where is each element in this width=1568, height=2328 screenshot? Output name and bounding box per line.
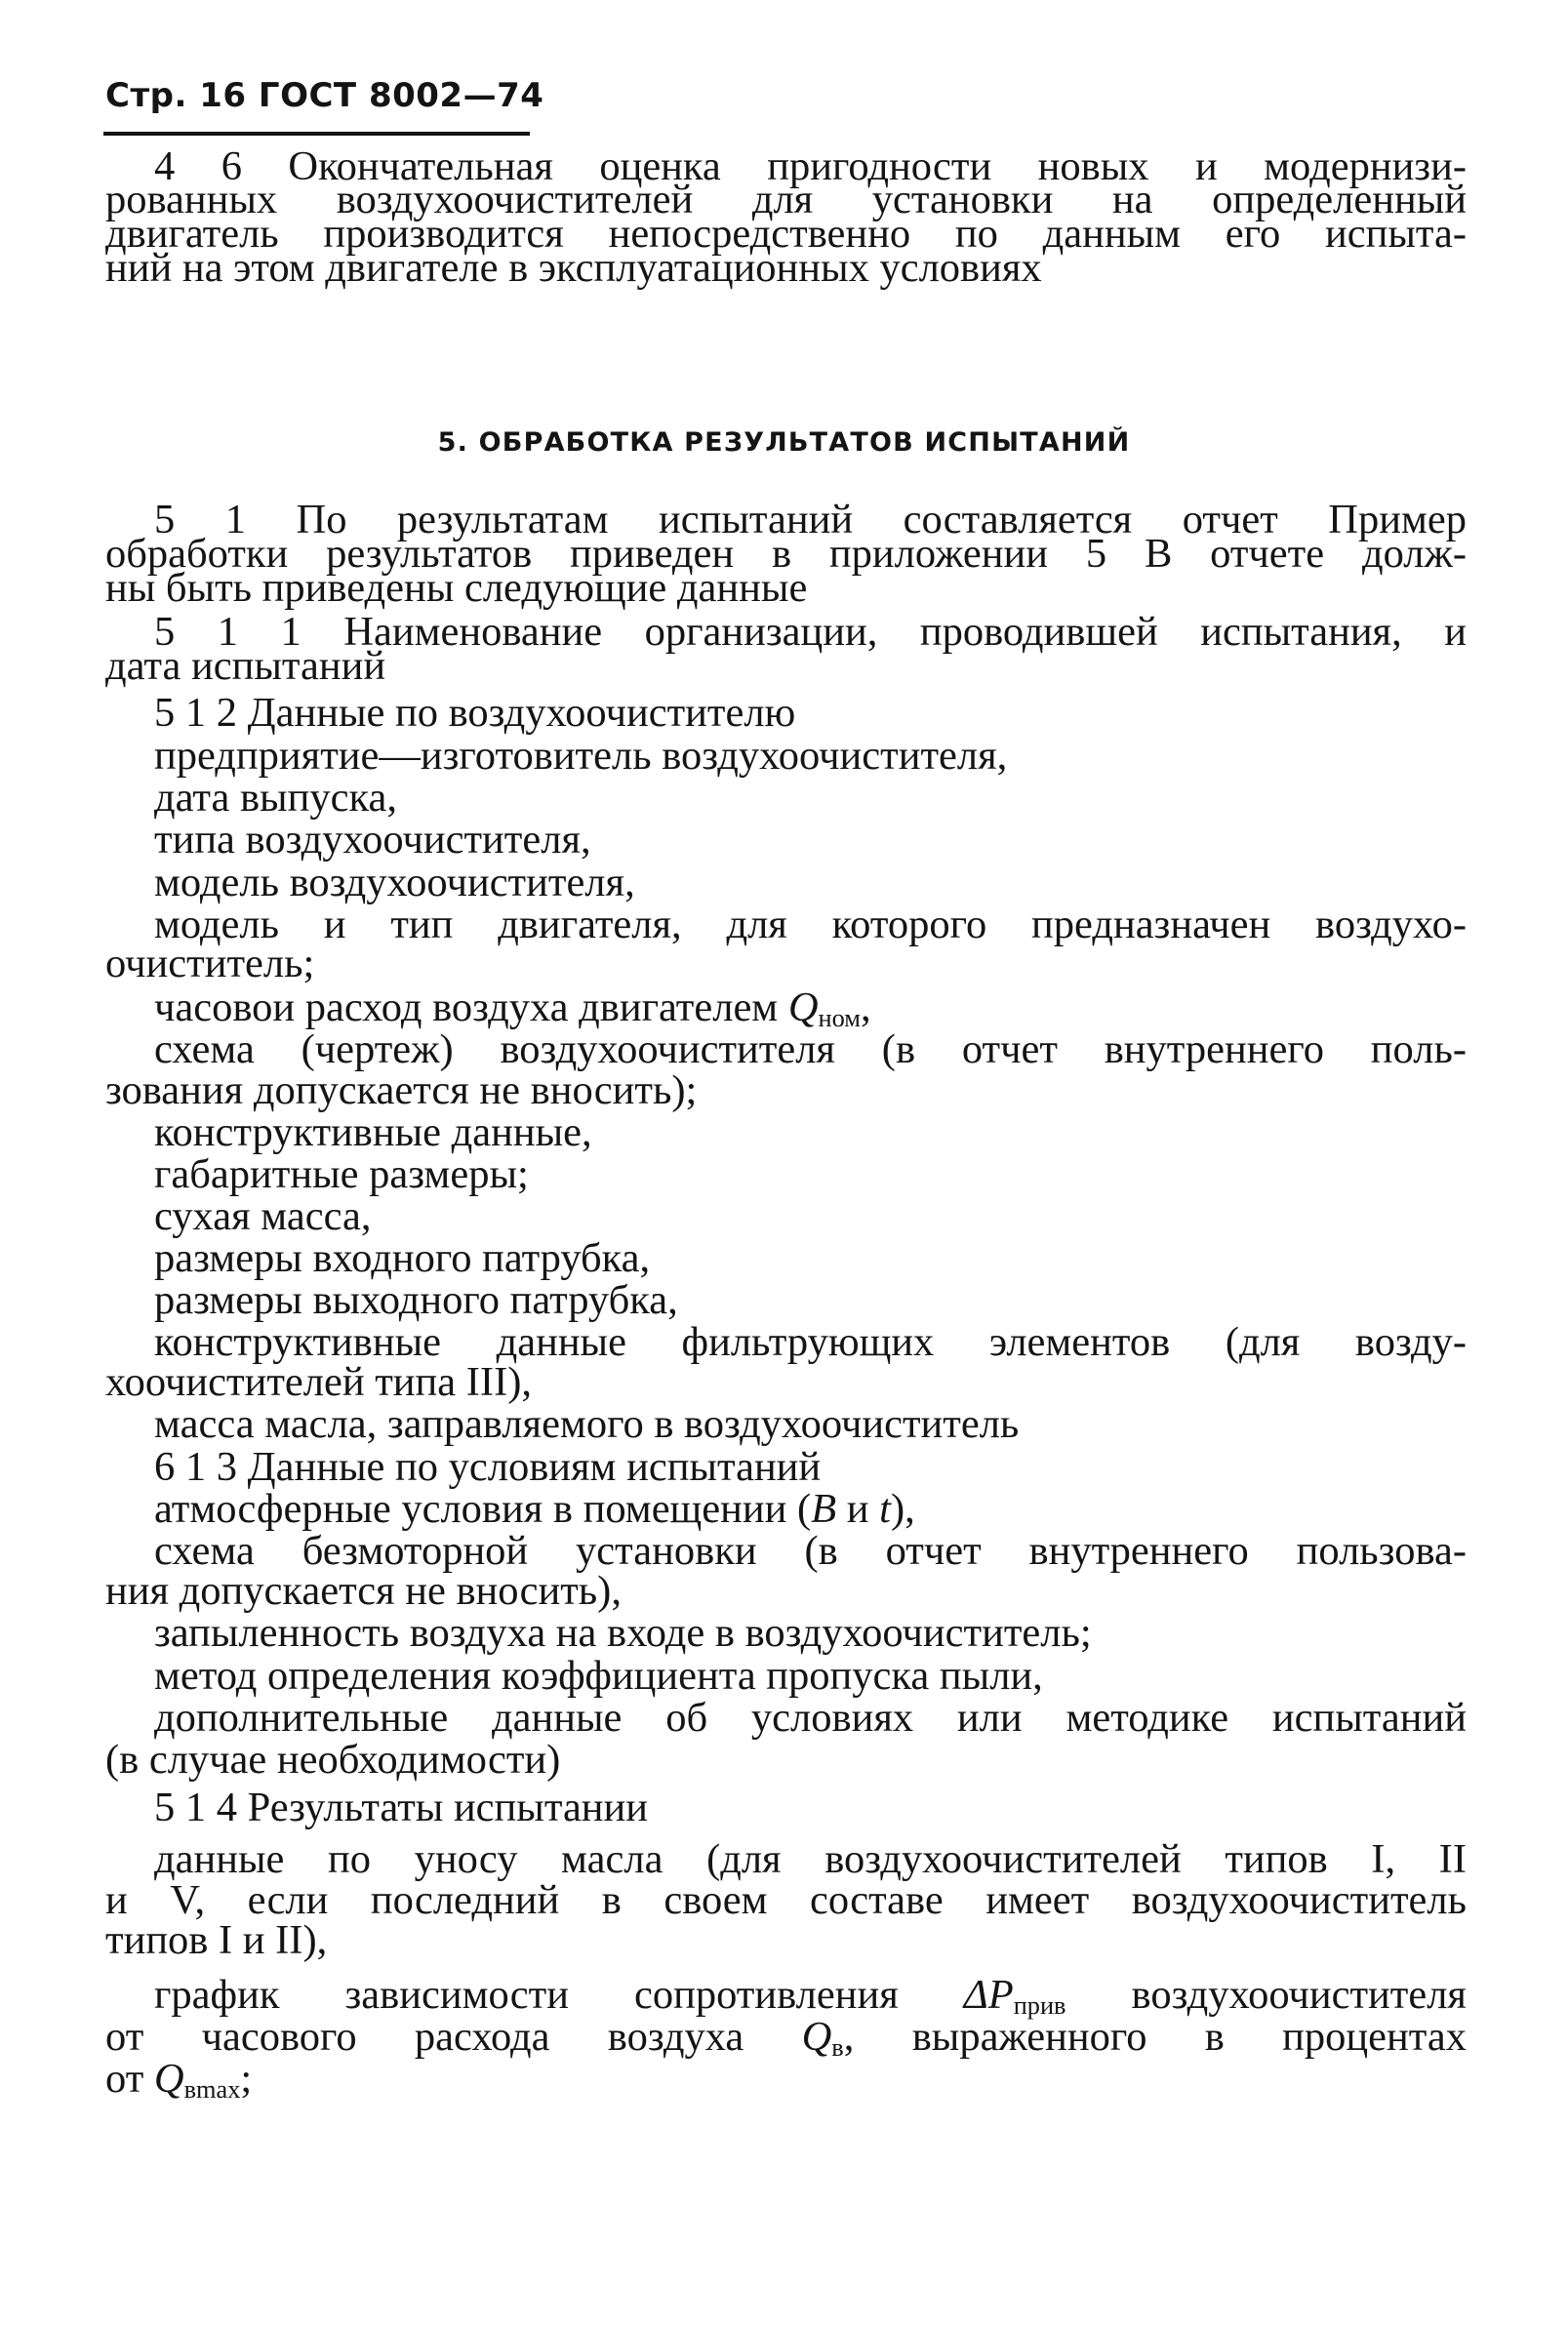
list-item: конструктивные данные фильтрующих элементов (для возду- xyxy=(154,1319,1467,1365)
section-heading: 5. ОБРАБОТКА РЕЗУЛЬТАТОВ ИСПЫТАНИЙ xyxy=(437,427,1131,458)
list-item: метод определения коэффициента пропуска пыли, xyxy=(154,1653,1043,1699)
page-header: Стр. 16 ГОСТ 8002—74 xyxy=(105,76,544,115)
delta-p-symbol xyxy=(964,1972,1066,2018)
list-item xyxy=(154,1973,1467,2018)
list-item: модель и тип двигателя, для которого предназначен воздухо- xyxy=(154,902,1467,947)
text-span: , выраженного в процентах xyxy=(843,2014,1467,2060)
text-span: атмосферные условия в помещении ( xyxy=(154,1486,812,1532)
subscript-nom: ном xyxy=(818,1004,861,1032)
list-item: размеры входного патрубка, xyxy=(154,1235,651,1281)
text-span: воздухоочистителя xyxy=(1065,1972,1467,2018)
symbol-q: Q xyxy=(801,2014,832,2060)
list-item xyxy=(154,985,1467,1030)
subscript-vmax: вmax xyxy=(183,2075,241,2104)
text-line: 4 6 Окончательная оценка пригодности новых и модернизи- xyxy=(154,143,1467,189)
symbol-q: Q xyxy=(787,984,819,1030)
text-span: от часового расхода воздуха xyxy=(105,2014,802,2060)
text-line xyxy=(105,2015,1467,2060)
list-item: данные по уносу масла (для воздухоочистителей типов I, II xyxy=(154,1836,1467,1882)
symbol-t: t xyxy=(879,1486,891,1532)
text-line: 5 1 4 Результаты испытании xyxy=(154,1785,649,1830)
text-line: ны быть приведены следующие данные xyxy=(105,565,808,611)
text-line: 5 1 По результатам испытаний составляется отчет Пример xyxy=(154,497,1467,542)
symbol-q: Q xyxy=(153,2056,184,2102)
symbol-b: B xyxy=(811,1486,837,1532)
text-line: типов I и II), xyxy=(105,1917,328,1963)
list-item: предприятие—изготовитель воздухоочистителя, xyxy=(154,733,1008,779)
list-item: конструктивные данные, xyxy=(154,1109,592,1155)
text-span: , xyxy=(860,984,871,1030)
list-item: запыленность воздуха на входе в воздухоочиститель; xyxy=(154,1610,1092,1656)
text-line: двигатель производится непосредственно по данным его испыта- xyxy=(105,211,1467,257)
text-span: часовои расход воздуха двигателем xyxy=(154,984,788,1030)
list-item: схема безмоторной установки (в отчет внутреннего пользова- xyxy=(154,1528,1467,1574)
list-item: габаритные размеры; xyxy=(154,1151,529,1197)
header-rule xyxy=(103,132,530,136)
text-line: зования допускается не вносить); xyxy=(105,1067,698,1113)
text-line: и V, если последний в своем составе имеет воздухоочиститель xyxy=(105,1877,1467,1923)
text-line: обработки результатов приведен в приложении 5 В отчете долж- xyxy=(105,531,1467,577)
text-span: график зависимости сопротивления xyxy=(154,1972,964,2018)
text-line: (в случае необходимости) xyxy=(105,1737,561,1783)
text-span: ), xyxy=(890,1486,915,1532)
text-line xyxy=(105,2057,1467,2102)
list-item: типа воздухоочистителя, xyxy=(154,817,591,863)
symbol-delta-p: ΔP xyxy=(963,1972,1014,2018)
text-line: хоочистителей типа III), xyxy=(105,1359,532,1405)
subscript-priv: прив xyxy=(1013,1991,1066,2020)
list-item: дополнительные данные об условиях или методике испытаний xyxy=(154,1695,1467,1741)
list-item: размеры выходного патрубка, xyxy=(154,1277,678,1323)
text-line: 5 1 2 Данные по воздухоочистителю xyxy=(154,690,796,736)
list-item: сухая масса, xyxy=(154,1193,372,1239)
text-line: рованных воздухоочистителей для установки на определенный xyxy=(105,177,1467,222)
list-item xyxy=(154,1487,1467,1532)
subscript-v: в xyxy=(831,2033,844,2062)
text-span: и xyxy=(836,1486,880,1532)
q-symbol xyxy=(802,2014,844,2060)
list-item: модель воздухоочистителя, xyxy=(154,860,635,905)
list-item: масса масла, заправляемого в воздухоочиститель xyxy=(154,1401,1020,1447)
text-line: ний на этом двигателе в эксплуатационных условиях xyxy=(105,245,1042,291)
text-line: 5 1 1 Наименование организации, проводившей испытания, и xyxy=(154,609,1467,655)
list-item: дата выпуска, xyxy=(154,775,397,821)
text-span: от xyxy=(105,2056,154,2102)
text-line: ния допускается не вносить), xyxy=(105,1568,622,1614)
text-span: ; xyxy=(240,2056,253,2102)
text-line: дата испытаний xyxy=(105,643,386,689)
text-line: 6 1 3 Данные по условиям испытаний xyxy=(154,1444,822,1490)
text-line: очиститель; xyxy=(105,941,315,986)
list-item: схема (чертеж) воздухоочистителя (в отчет внутреннего поль- xyxy=(154,1026,1467,1072)
